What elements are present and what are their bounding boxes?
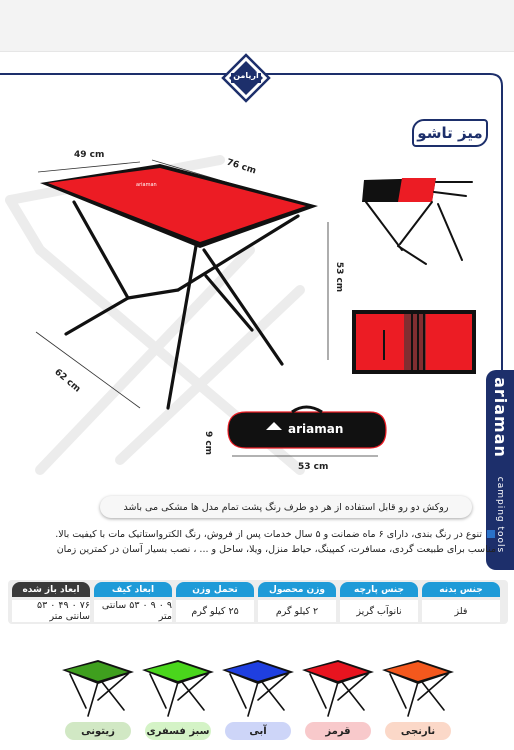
fabric-caption-text: روکش دو رو قابل استفاده از هر دو طرف رنگ پشت تمام مدل ها مشکی می باشد bbox=[123, 501, 449, 513]
dimension-height-label: 53 cm bbox=[334, 261, 345, 293]
bag-length-label: 53 cm bbox=[298, 462, 329, 472]
spec-label: وزن محصول bbox=[258, 582, 336, 597]
spec-value: نانوآب گریز bbox=[340, 600, 418, 622]
description-line-2: مناسب برای طبیعت گردی، مسافرت، کمپینگ، حیاط منزل، ویلا، ساحل و ... ، نصب بسیار آسان در کمترین زمان bbox=[56, 544, 496, 555]
product-description bbox=[26, 527, 496, 557]
color-variant-table bbox=[138, 654, 218, 724]
top-band bbox=[0, 0, 514, 52]
fabric-detail-image bbox=[350, 306, 478, 378]
product-title-box bbox=[412, 119, 488, 147]
color-variant-label: قرمز bbox=[305, 722, 371, 740]
color-variant-table bbox=[298, 654, 378, 724]
bag-brand-text: ariaman bbox=[288, 422, 344, 436]
brand-vertical-sub-text: camping tools bbox=[495, 476, 506, 554]
color-variant-table bbox=[218, 654, 298, 724]
dimension-width-label: 49 cm bbox=[74, 150, 105, 160]
spec-value: ۹ ۰ ۹ ۰ ۵۳ سانتی متر bbox=[94, 600, 172, 622]
spec-value: ۲ کیلو گرم bbox=[258, 600, 336, 622]
color-variant-table bbox=[378, 654, 458, 724]
logo-text: آریامن bbox=[233, 71, 259, 80]
description-line-1: تنوع در رنگ بندی، دارای ۶ ماه ضمانت و ۵ سال خدمات پس از فروش، رنگ الکترواستاتیک مات با کیفیت بالا. bbox=[55, 529, 482, 540]
spec-value: ۷۶ ۰ ۴۹ ۰ ۵۳ سانتی متر bbox=[12, 600, 90, 622]
spec-label: تحمل وزن bbox=[176, 582, 254, 597]
fabric-caption bbox=[100, 496, 472, 518]
color-variant-label: زیتونی bbox=[65, 722, 131, 740]
brand-vertical-text: ariaman bbox=[490, 376, 510, 458]
dimension-depth-label: 62 cm bbox=[52, 367, 83, 395]
brand-logo bbox=[221, 53, 271, 103]
spec-value: فلز bbox=[422, 600, 500, 622]
spec-label: جنس پارچه bbox=[340, 582, 418, 597]
spec-value: ۲۵ کیلو گرم bbox=[176, 600, 254, 622]
svg-text:ariaman: ariaman bbox=[136, 182, 157, 188]
color-variant-label: سبز فسفری bbox=[145, 722, 211, 740]
spec-label: ابعاد باز شده bbox=[12, 582, 90, 597]
color-variant-label: نارنجی bbox=[385, 722, 451, 740]
side-frame-line bbox=[490, 86, 504, 376]
brand-vertical-name bbox=[488, 372, 512, 462]
bag-height-label: 9 cm bbox=[203, 430, 214, 456]
dimension-length-label: 76 cm bbox=[225, 157, 258, 177]
color-variant-label: آبی bbox=[225, 722, 291, 740]
bag-length-line bbox=[230, 452, 380, 462]
product-title: میز تاشو bbox=[417, 124, 483, 142]
spec-label: جنس بدنه bbox=[422, 582, 500, 597]
color-variant-table bbox=[58, 654, 138, 724]
frame-detail-image bbox=[352, 170, 482, 274]
spec-label: ابعاد کیف bbox=[94, 582, 172, 597]
